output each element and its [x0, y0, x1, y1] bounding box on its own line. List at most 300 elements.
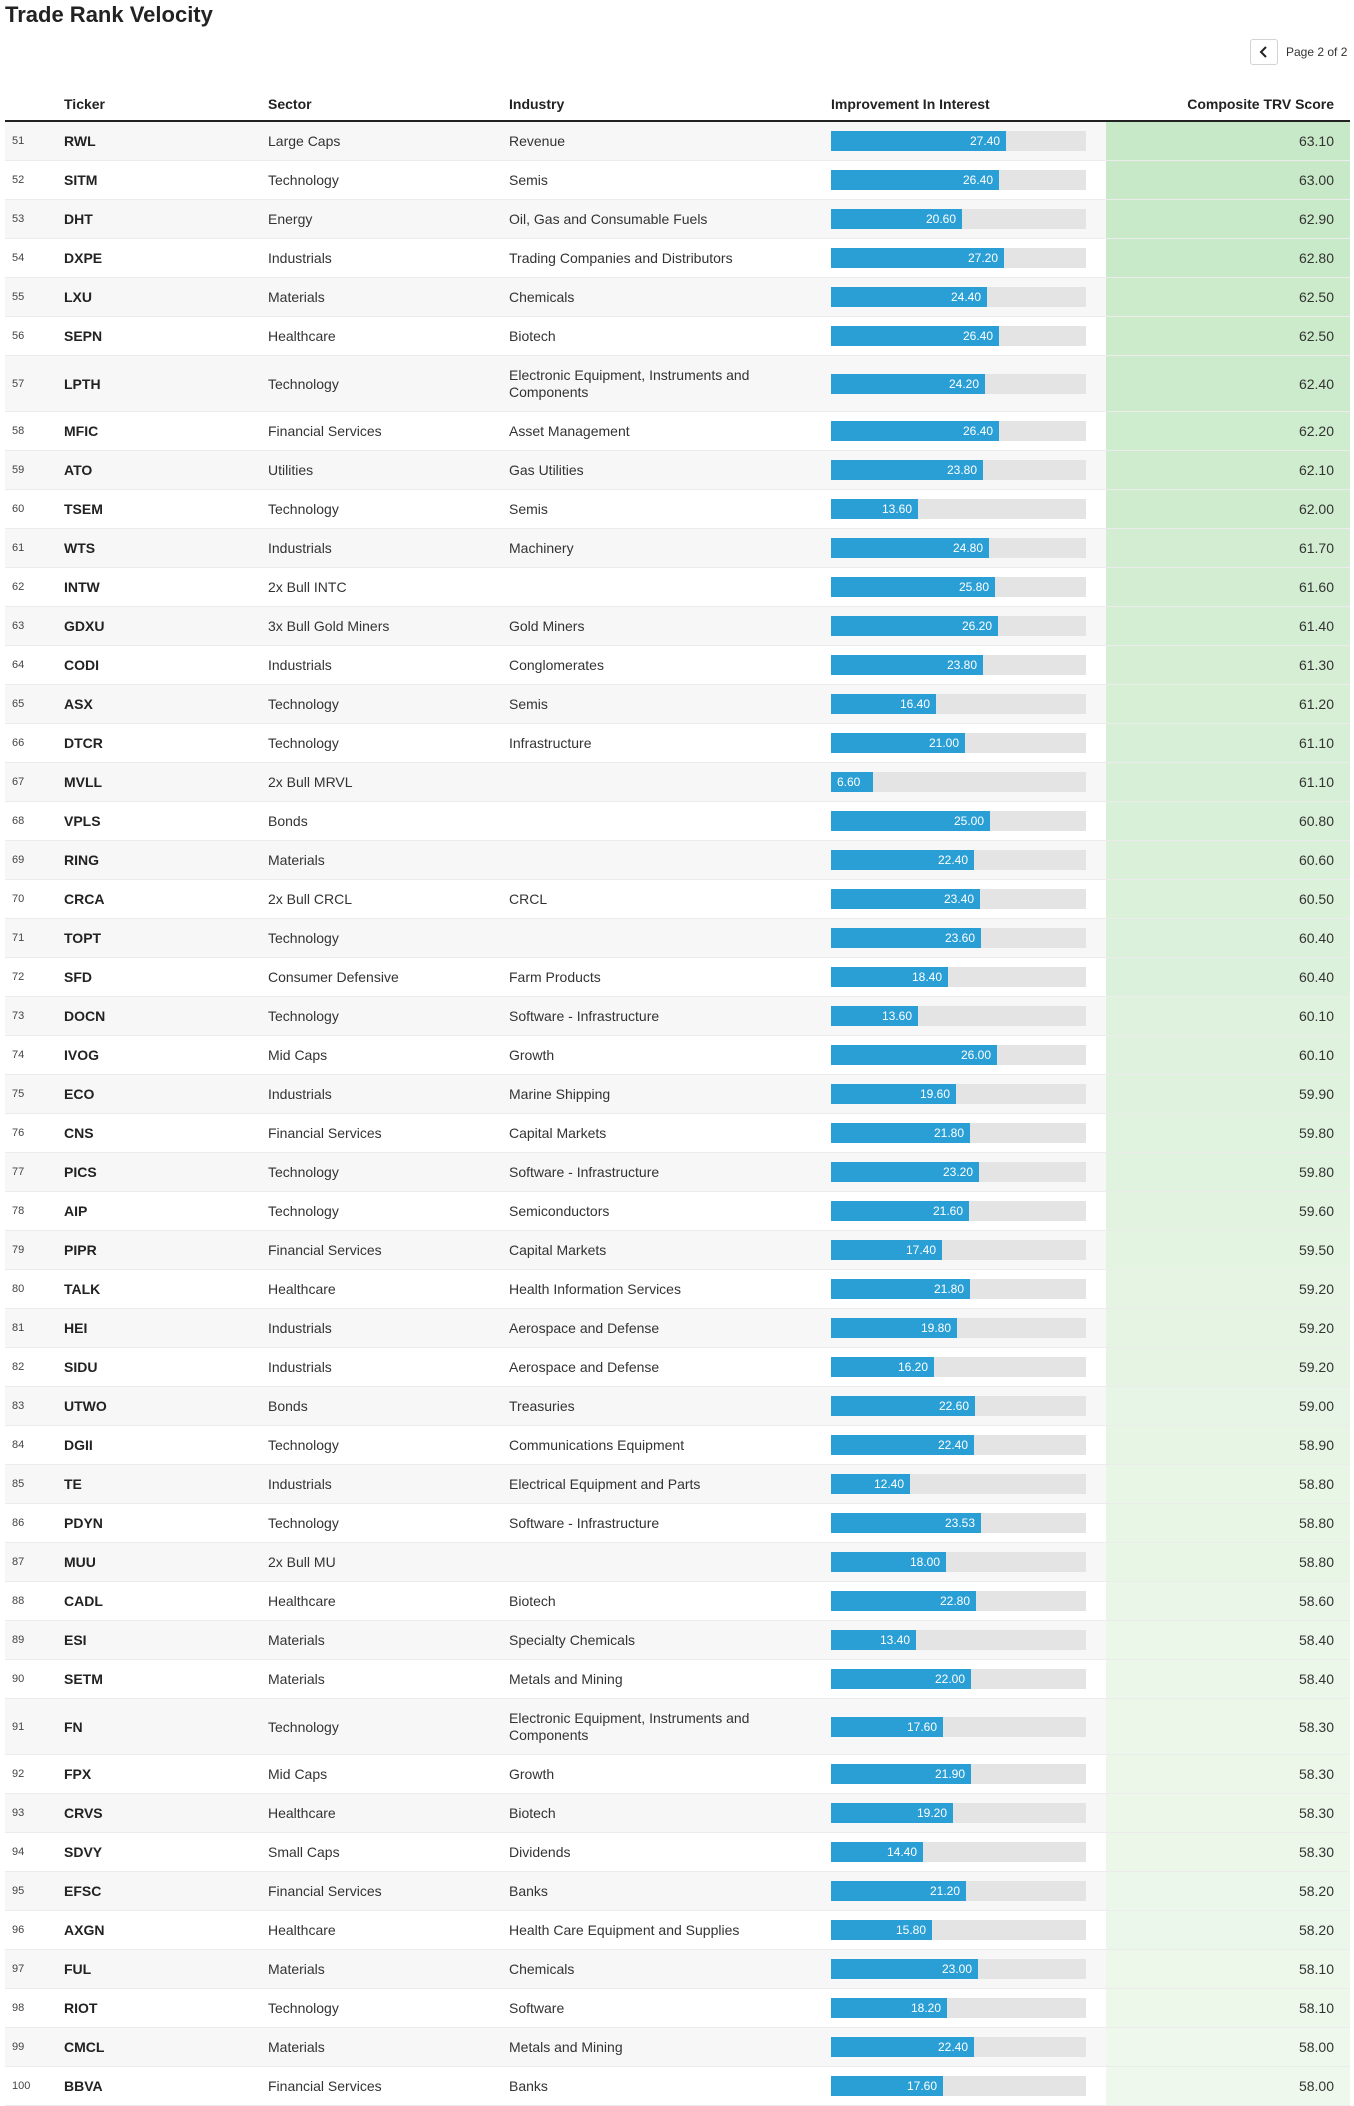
interest-cell — [831, 1920, 1106, 1940]
interest-value: 21.60 — [933, 1204, 964, 1218]
rank-cell: 62 — [12, 581, 25, 593]
ticker-cell[interactable]: TALK — [64, 1281, 101, 1297]
ticker-cell[interactable]: SITM — [64, 172, 98, 188]
table-row[interactable] — [5, 1699, 1350, 1755]
interest-value: 13.60 — [882, 1009, 913, 1023]
interest-cell — [831, 772, 1106, 792]
table-row[interactable] — [5, 1794, 1350, 1833]
table-row[interactable] — [5, 1989, 1350, 2028]
ticker-cell[interactable]: UTWO — [64, 1398, 107, 1414]
trv-table — [5, 88, 1350, 2106]
interest-bar-track — [831, 811, 1086, 831]
sector-cell: Industrials — [268, 250, 332, 266]
interest-bar-track — [831, 889, 1086, 909]
sector-cell: Industrials — [268, 657, 332, 673]
ticker-cell[interactable]: CRVS — [64, 1805, 103, 1821]
interest-cell — [831, 655, 1106, 675]
industry-cell: Biotech — [509, 327, 556, 344]
score-cell: 59.90 — [1106, 1075, 1350, 1113]
industry-cell: Aerospace and Defense — [509, 1358, 660, 1375]
table-row[interactable] — [5, 1755, 1350, 1794]
ticker-cell[interactable]: ECO — [64, 1086, 95, 1102]
ticker-cell[interactable]: MFIC — [64, 423, 99, 439]
interest-cell — [831, 1123, 1106, 1143]
industry-cell: Asset Management — [509, 422, 630, 439]
industry-cell: Infrastructure — [509, 734, 592, 751]
table-row[interactable] — [5, 1426, 1350, 1465]
chevron-left-icon — [1259, 46, 1269, 58]
interest-cell — [831, 248, 1106, 268]
ticker-cell[interactable]: DTCR — [64, 735, 103, 751]
rank-cell: 59 — [12, 464, 25, 476]
rank-cell: 63 — [12, 620, 25, 632]
interest-cell — [831, 538, 1106, 558]
rank-cell: 93 — [12, 1807, 25, 1819]
score-cell: 58.10 — [1106, 1950, 1350, 1988]
interest-bar-track — [831, 2076, 1086, 2096]
table-row[interactable] — [5, 1621, 1350, 1660]
table-row[interactable] — [5, 880, 1350, 919]
ticker-cell[interactable]: RIOT — [64, 2000, 98, 2016]
rank-cell: 55 — [12, 291, 25, 303]
interest-bar-track — [831, 326, 1086, 346]
score-cell: 60.10 — [1106, 997, 1350, 1035]
table-row[interactable] — [5, 1950, 1350, 1989]
table-row[interactable] — [5, 1582, 1350, 1621]
score-cell: 63.00 — [1106, 161, 1350, 199]
interest-cell — [831, 1474, 1106, 1494]
interest-cell — [831, 1959, 1106, 1979]
rank-cell: 92 — [12, 1768, 25, 1780]
interest-value: 14.40 — [887, 1845, 918, 1859]
industry-cell: Gold Miners — [509, 617, 585, 634]
interest-value: 6.60 — [837, 775, 861, 789]
interest-value: 23.40 — [944, 892, 975, 906]
score-cell: 58.40 — [1106, 1660, 1350, 1698]
interest-cell — [831, 850, 1106, 870]
ticker-cell[interactable]: INTW — [64, 579, 100, 595]
score-cell: 62.90 — [1106, 200, 1350, 238]
interest-value: 27.20 — [968, 251, 999, 265]
ticker-cell[interactable]: SEPN — [64, 328, 103, 344]
industry-cell: Banks — [509, 1882, 548, 1899]
interest-bar-track — [831, 2037, 1086, 2057]
ticker-cell[interactable]: MUU — [64, 1554, 96, 1570]
industry-cell: CRCL — [509, 890, 548, 907]
rank-cell: 91 — [12, 1720, 25, 1733]
interest-bar-track — [831, 460, 1086, 480]
interest-value: 22.00 — [935, 1672, 966, 1686]
rank-cell: 75 — [12, 1088, 25, 1100]
rank-cell: 84 — [12, 1439, 25, 1451]
ticker-cell[interactable]: VPLS — [64, 813, 101, 829]
interest-value: 12.40 — [874, 1477, 905, 1491]
interest-bar-track — [831, 1764, 1086, 1784]
score-cell: 58.30 — [1106, 1833, 1350, 1871]
ticker-cell[interactable]: DOCN — [64, 1008, 106, 1024]
table-row[interactable] — [5, 2067, 1350, 2106]
score-cell: 59.20 — [1106, 1348, 1350, 1386]
sector-cell: 3x Bull Gold Miners — [268, 618, 390, 634]
score-cell: 58.30 — [1106, 1755, 1350, 1793]
table-row[interactable] — [5, 122, 1350, 161]
interest-value: 19.20 — [917, 1806, 948, 1820]
interest-bar-track — [831, 1240, 1086, 1260]
ticker-cell[interactable]: CODI — [64, 657, 99, 673]
rank-cell: 72 — [12, 971, 25, 983]
sector-cell: Small Caps — [268, 1844, 340, 1860]
table-row[interactable] — [5, 1270, 1350, 1309]
score-header[interactable]: Composite TRV Score — [1187, 96, 1334, 112]
score-cell: 62.40 — [1106, 356, 1350, 411]
rank-cell: 95 — [12, 1885, 25, 1897]
sector-cell: Financial Services — [268, 423, 382, 439]
score-cell: 61.10 — [1106, 763, 1350, 801]
ticker-cell[interactable]: TE — [64, 1476, 82, 1492]
ticker-cell[interactable]: CADL — [64, 1593, 103, 1609]
table-row[interactable] — [5, 1231, 1350, 1270]
interest-bar-track — [831, 538, 1086, 558]
score-cell: 62.20 — [1106, 412, 1350, 450]
score-cell: 59.60 — [1106, 1192, 1350, 1230]
industry-cell: Software - Infrastructure — [509, 1007, 660, 1024]
interest-bar-track — [831, 1357, 1086, 1377]
ticker-cell[interactable]: TSEM — [64, 501, 103, 517]
interest-value: 21.80 — [934, 1126, 965, 1140]
industry-cell: Biotech — [509, 1592, 556, 1609]
interest-bar-track — [831, 1513, 1086, 1533]
score-cell: 62.50 — [1106, 278, 1350, 316]
score-cell: 59.20 — [1106, 1309, 1350, 1347]
rank-cell: 88 — [12, 1595, 25, 1607]
interest-bar-track — [831, 1045, 1086, 1065]
rank-cell: 67 — [12, 776, 25, 788]
score-cell: 60.50 — [1106, 880, 1350, 918]
sector-cell: Technology — [268, 501, 339, 517]
table-row[interactable] — [5, 200, 1350, 239]
interest-value: 23.53 — [945, 1516, 976, 1530]
table-row[interactable] — [5, 1348, 1350, 1387]
ticker-cell[interactable]: CNS — [64, 1125, 94, 1141]
table-row[interactable] — [5, 724, 1350, 763]
rank-cell: 56 — [12, 330, 25, 342]
ticker-cell[interactable]: PDYN — [64, 1515, 103, 1531]
sector-header[interactable]: Sector — [268, 96, 312, 112]
industry-cell: Biotech — [509, 1804, 556, 1821]
table-row[interactable] — [5, 1465, 1350, 1504]
table-row[interactable] — [5, 1872, 1350, 1911]
sector-cell: Bonds — [268, 813, 308, 829]
interest-bar-track — [831, 1435, 1086, 1455]
table-row[interactable] — [5, 802, 1350, 841]
sector-cell: Industrials — [268, 1476, 332, 1492]
page-title: Trade Rank Velocity — [5, 2, 213, 27]
industry-cell: Revenue — [509, 132, 566, 149]
score-cell: 60.10 — [1106, 1036, 1350, 1074]
interest-bar-track — [831, 499, 1086, 519]
table-row[interactable] — [5, 1036, 1350, 1075]
interest-bar-track — [831, 577, 1086, 597]
interest-value: 23.80 — [947, 463, 978, 477]
ticker-cell[interactable]: CMCL — [64, 2039, 105, 2055]
sector-cell: Technology — [268, 172, 339, 188]
ticker-cell[interactable]: ASX — [64, 696, 93, 712]
ticker-cell[interactable]: AIP — [64, 1203, 88, 1219]
sector-cell: 2x Bull MRVL — [268, 774, 353, 790]
interest-bar-track — [831, 287, 1086, 307]
table-row[interactable] — [5, 1387, 1350, 1426]
ticker-cell[interactable]: SIDU — [64, 1359, 98, 1375]
table-row[interactable] — [5, 1833, 1350, 1872]
interest-cell — [831, 326, 1106, 346]
industry-cell: Health Information Services — [509, 1280, 681, 1297]
score-cell: 58.30 — [1106, 1699, 1350, 1754]
sector-cell: Mid Caps — [268, 1047, 328, 1063]
score-cell: 62.00 — [1106, 490, 1350, 528]
interest-bar-track — [831, 131, 1086, 151]
ticker-cell[interactable]: CRCA — [64, 891, 105, 907]
interest-value: 18.20 — [911, 2001, 942, 2015]
interest-cell — [831, 1591, 1106, 1611]
interest-cell — [831, 1513, 1106, 1533]
rank-cell: 80 — [12, 1283, 25, 1295]
rank-cell: 86 — [12, 1517, 25, 1529]
interest-bar-track — [831, 1591, 1086, 1611]
ticker-cell[interactable]: BBVA — [64, 2078, 103, 2094]
ticker-cell[interactable]: FN — [64, 1718, 83, 1735]
ticker-cell[interactable]: FPX — [64, 1766, 92, 1782]
interest-value: 24.40 — [951, 290, 982, 304]
ticker-cell[interactable]: HEI — [64, 1320, 88, 1336]
industry-cell: Farm Products — [509, 968, 601, 985]
sector-cell: Technology — [268, 1437, 339, 1453]
score-cell: 59.80 — [1106, 1153, 1350, 1191]
ticker-cell[interactable]: RWL — [64, 133, 96, 149]
ticker-cell[interactable]: MVLL — [64, 774, 103, 790]
table-row[interactable] — [5, 2028, 1350, 2067]
table-row[interactable] — [5, 1911, 1350, 1950]
sector-cell: Materials — [268, 2039, 325, 2055]
sector-cell: Energy — [268, 211, 313, 227]
ticker-cell[interactable]: AXGN — [64, 1922, 105, 1938]
sector-cell: 2x Bull INTC — [268, 579, 347, 595]
sector-cell: Technology — [268, 930, 339, 946]
table-row[interactable] — [5, 1309, 1350, 1348]
table-row[interactable] — [5, 841, 1350, 880]
industry-cell: Growth — [509, 1046, 555, 1063]
sector-cell: Industrials — [268, 540, 332, 556]
table-row[interactable] — [5, 278, 1350, 317]
industry-cell: Software - Infrastructure — [509, 1514, 660, 1531]
industry-cell: Gas Utilities — [509, 461, 584, 478]
table-row[interactable] — [5, 646, 1350, 685]
score-cell: 62.80 — [1106, 239, 1350, 277]
sector-cell: Materials — [268, 1632, 325, 1648]
ticker-cell[interactable]: DGII — [64, 1437, 93, 1453]
interest-value: 16.20 — [898, 1360, 929, 1374]
interest-value: 23.80 — [947, 658, 978, 672]
table-row[interactable] — [5, 412, 1350, 451]
interest-value: 22.60 — [939, 1399, 970, 1413]
interest-value: 22.80 — [940, 1594, 971, 1608]
rank-cell: 89 — [12, 1634, 25, 1646]
interest-cell — [831, 811, 1106, 831]
ticker-cell[interactable]: SETM — [64, 1671, 103, 1687]
interest-cell — [831, 1669, 1106, 1689]
table-row[interactable] — [5, 958, 1350, 997]
table-row[interactable] — [5, 451, 1350, 490]
ticker-cell[interactable]: DHT — [64, 211, 93, 227]
interest-cell — [831, 131, 1106, 151]
interest-cell — [831, 1084, 1106, 1104]
ticker-cell[interactable]: SDVY — [64, 1844, 103, 1860]
ticker-cell[interactable]: EFSC — [64, 1883, 102, 1899]
interest-cell — [831, 460, 1106, 480]
industry-cell: Electronic Equipment, Instruments and Components — [509, 366, 750, 400]
interest-cell — [831, 1998, 1106, 2018]
ticker-cell[interactable]: GDXU — [64, 618, 105, 634]
industry-cell: Aerospace and Defense — [509, 1319, 660, 1336]
sector-cell: Healthcare — [268, 1922, 336, 1938]
interest-value: 21.90 — [935, 1767, 966, 1781]
table-row[interactable] — [5, 997, 1350, 1036]
interest-cell — [831, 1396, 1106, 1416]
table-row[interactable] — [5, 568, 1350, 607]
rank-cell: 69 — [12, 854, 25, 866]
score-cell: 60.60 — [1106, 841, 1350, 879]
industry-header[interactable]: Industry — [509, 95, 565, 112]
rank-cell: 94 — [12, 1846, 25, 1858]
rank-cell: 71 — [12, 932, 25, 944]
table-row[interactable] — [5, 607, 1350, 646]
ticker-cell[interactable]: ESI — [64, 1632, 87, 1648]
rank-cell: 81 — [12, 1322, 25, 1334]
industry-cell: Semis — [509, 695, 548, 712]
interest-cell — [831, 1357, 1106, 1377]
table-row[interactable] — [5, 239, 1350, 278]
rank-cell: 79 — [12, 1244, 25, 1256]
interest-value: 23.20 — [943, 1165, 974, 1179]
ticker-cell[interactable]: DXPE — [64, 250, 103, 266]
score-cell: 61.60 — [1106, 568, 1350, 606]
sector-cell: 2x Bull CRCL — [268, 891, 353, 907]
ticker-cell[interactable]: PIPR — [64, 1242, 97, 1258]
table-row[interactable] — [5, 1660, 1350, 1699]
score-cell: 61.10 — [1106, 724, 1350, 762]
interest-value: 15.80 — [896, 1923, 927, 1937]
interest-cell — [831, 2037, 1106, 2057]
rank-cell: 83 — [12, 1400, 25, 1412]
interest-bar-track — [831, 1998, 1086, 2018]
table-row[interactable] — [5, 763, 1350, 802]
interest-value: 25.80 — [959, 580, 990, 594]
score-cell: 60.40 — [1106, 919, 1350, 957]
previous-page-button[interactable] — [1250, 39, 1278, 65]
industry-cell: Treasuries — [509, 1397, 575, 1414]
score-cell: 61.70 — [1106, 529, 1350, 567]
ticker-cell[interactable]: SFD — [64, 969, 92, 985]
table-row[interactable] — [5, 1075, 1350, 1114]
interest-cell — [831, 170, 1106, 190]
interest-value: 21.80 — [934, 1282, 965, 1296]
table-row[interactable] — [5, 1114, 1350, 1153]
sector-cell: Utilities — [268, 462, 314, 478]
interest-value: 17.40 — [906, 1243, 937, 1257]
ticker-cell[interactable]: LXU — [64, 289, 92, 305]
interest-value: 24.80 — [953, 541, 984, 555]
interest-cell — [831, 577, 1106, 597]
table-row[interactable] — [5, 490, 1350, 529]
industry-cell: Semis — [509, 500, 548, 517]
ticker-cell[interactable]: PICS — [64, 1164, 97, 1180]
sector-cell: Technology — [268, 375, 339, 392]
interest-bar-track — [831, 1318, 1086, 1338]
interest-cell — [831, 421, 1106, 441]
table-row[interactable] — [5, 356, 1350, 412]
interest-cell — [831, 1318, 1106, 1338]
interest-bar-track — [831, 209, 1086, 229]
interest-value: 24.20 — [949, 376, 980, 391]
table-row[interactable] — [5, 317, 1350, 356]
interest-cell — [831, 1279, 1106, 1299]
sector-cell: Healthcare — [268, 1805, 336, 1821]
industry-cell: Machinery — [509, 539, 574, 556]
table-row[interactable] — [5, 161, 1350, 200]
interest-cell — [831, 2076, 1106, 2096]
ticker-cell[interactable]: TOPT — [64, 930, 102, 946]
table-row[interactable] — [5, 1543, 1350, 1582]
score-cell: 58.00 — [1106, 2067, 1350, 2105]
ticker-cell[interactable]: IVOG — [64, 1047, 100, 1063]
interest-cell — [831, 1201, 1106, 1221]
ticker-cell[interactable]: LPTH — [64, 375, 101, 392]
sector-cell: Technology — [268, 1203, 339, 1219]
table-row[interactable] — [5, 685, 1350, 724]
ticker-header[interactable]: Ticker — [64, 96, 105, 112]
industry-cell: Semis — [509, 171, 548, 188]
rank-cell: 64 — [12, 659, 25, 671]
interest-value: 25.00 — [954, 814, 985, 828]
ticker-cell[interactable]: FUL — [64, 1961, 92, 1977]
table-row[interactable] — [5, 919, 1350, 958]
interest-header[interactable]: Improvement In Interest — [831, 96, 990, 112]
rank-cell: 82 — [12, 1361, 25, 1373]
sector-cell: Financial Services — [268, 1125, 382, 1141]
ticker-cell[interactable]: ATO — [64, 462, 93, 478]
table-row[interactable] — [5, 529, 1350, 568]
score-cell: 58.20 — [1106, 1872, 1350, 1910]
industry-cell: Oil, Gas and Consumable Fuels — [509, 210, 708, 227]
interest-value: 19.80 — [921, 1321, 952, 1335]
sector-cell: Materials — [268, 852, 325, 868]
interest-cell — [831, 616, 1106, 636]
rank-cell: 68 — [12, 815, 25, 827]
sector-cell: Industrials — [268, 1359, 332, 1375]
interest-value: 26.00 — [961, 1048, 992, 1062]
score-cell: 60.80 — [1106, 802, 1350, 840]
sector-cell: Consumer Defensive — [268, 969, 399, 985]
interest-bar-track — [831, 374, 1086, 394]
table-row[interactable] — [5, 1153, 1350, 1192]
sector-cell: Industrials — [268, 1320, 332, 1336]
interest-cell — [831, 1435, 1106, 1455]
ticker-cell[interactable]: RING — [64, 852, 99, 868]
table-row[interactable] — [5, 1504, 1350, 1543]
ticker-cell[interactable]: WTS — [64, 540, 96, 556]
interest-cell — [831, 1006, 1106, 1026]
interest-bar-track — [831, 1920, 1086, 1940]
table-row[interactable] — [5, 1192, 1350, 1231]
